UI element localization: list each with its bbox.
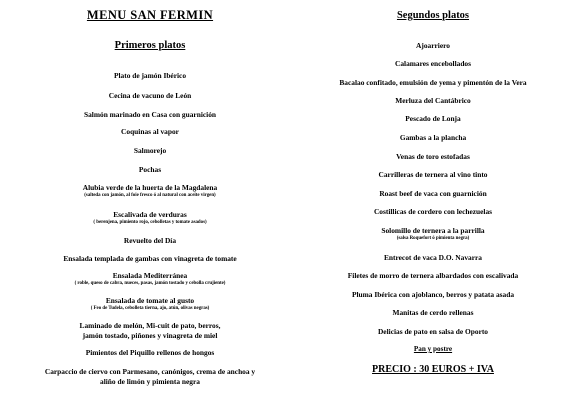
segundos-item: Venas de toro estofadas	[396, 152, 470, 161]
segundos-item: Entrecot de vaca D.O. Navarra	[384, 253, 482, 262]
primeros-item: Ensalada Mediterránea	[112, 271, 188, 280]
segundos-item: Ajoarriero	[416, 41, 450, 50]
segundos-item: Pluma Ibérica con ajoblanco, berros y patata asada	[351, 290, 515, 299]
segundos-item: Bacalao confitado, emulsión de yema y pimentón de la Vera	[339, 78, 527, 87]
segundos-item: Pescado de Lonja	[405, 114, 461, 123]
segundos-item: Roast beef de vaca con guarnición	[379, 189, 487, 198]
primeros-heading: Primeros platos	[114, 40, 186, 51]
bread-and-dessert: Pan y postre	[413, 345, 453, 353]
primeros-item-note: ( Feo de Tudela, cebolleta tierna, ajo, atún, olivas negras)	[90, 306, 210, 311]
primeros-item: Plato de jamón Ibérico	[113, 71, 187, 80]
primeros-item: Coquinas al vapor	[121, 127, 179, 136]
primeros-item: Alubia verde de la huerta de la Magdalena	[82, 183, 218, 192]
segundos-heading: Segundos platos	[396, 10, 470, 21]
primeros-item: Salmorejo	[133, 146, 167, 155]
primeros-item: Laminado de melón, Mi-cuit de pato, berros,	[79, 321, 221, 330]
primeros-item: Ensalada de tomate al gusto	[105, 296, 195, 305]
primeros-item-note: (salteda con jamón, al foie fresco ó al natural con aceite virgen)	[84, 193, 216, 198]
primeros-item: Salmón marinado en Casa con guarnición	[83, 110, 217, 119]
primeros-item-cont: jamón tostado, piñones y vinagreta de miel	[82, 331, 218, 340]
primeros-item-note: ( roble, queso de cabra, nueces, pasas, jamón tostado y cebolla crujiente)	[74, 281, 226, 286]
segundos-item: Filetes de morro de ternera albardados con escalivada	[347, 271, 519, 280]
primeros-item-note: ( berenjena, pimiento rojo, cebolletas y tomate asados)	[93, 220, 207, 225]
primeros-item: Cecina de vacuno de León	[108, 91, 192, 100]
primeros-item: Pochas	[138, 165, 162, 174]
primeros-item: Pimientos del Piquillo rellenos de hongos	[85, 348, 215, 357]
primeros-item: Revuelto del Día	[123, 236, 177, 245]
segundos-item: Costillicas de cordero con lechezuelas	[373, 207, 493, 216]
segundos-item: Merluza del Cantábrico	[395, 96, 471, 105]
primeros-item: Carpaccio de ciervo con Parmesano, canónigos, crema de anchoa y	[44, 367, 256, 376]
primeros-item: Ensalada templada de gambas con vinagreta de tomate	[63, 254, 237, 263]
segundos-item: Calamares encebollados	[394, 59, 472, 68]
primeros-item-cont: aliño de limón y pimienta negra	[100, 377, 200, 386]
segundos-item-note: (salsa Roquefort ó pimienta negra)	[396, 236, 470, 241]
price-label: PRECIO : 30 EUROS + IVA	[372, 364, 494, 375]
menu-title: MENU SAN FERMIN	[86, 8, 214, 22]
segundos-item: Gambas a la plancha	[399, 133, 467, 142]
segundos-item: Manitas de cerdo rellenas	[392, 308, 474, 317]
segundos-item: Delicias de pato en salsa de Oporto	[377, 327, 489, 336]
primeros-item: Escalivada de verduras	[113, 210, 187, 219]
segundos-item: Carrilleras de ternera al vino tinto	[378, 170, 488, 179]
segundos-item: Solomillo de ternera a la parrilla	[381, 226, 485, 235]
